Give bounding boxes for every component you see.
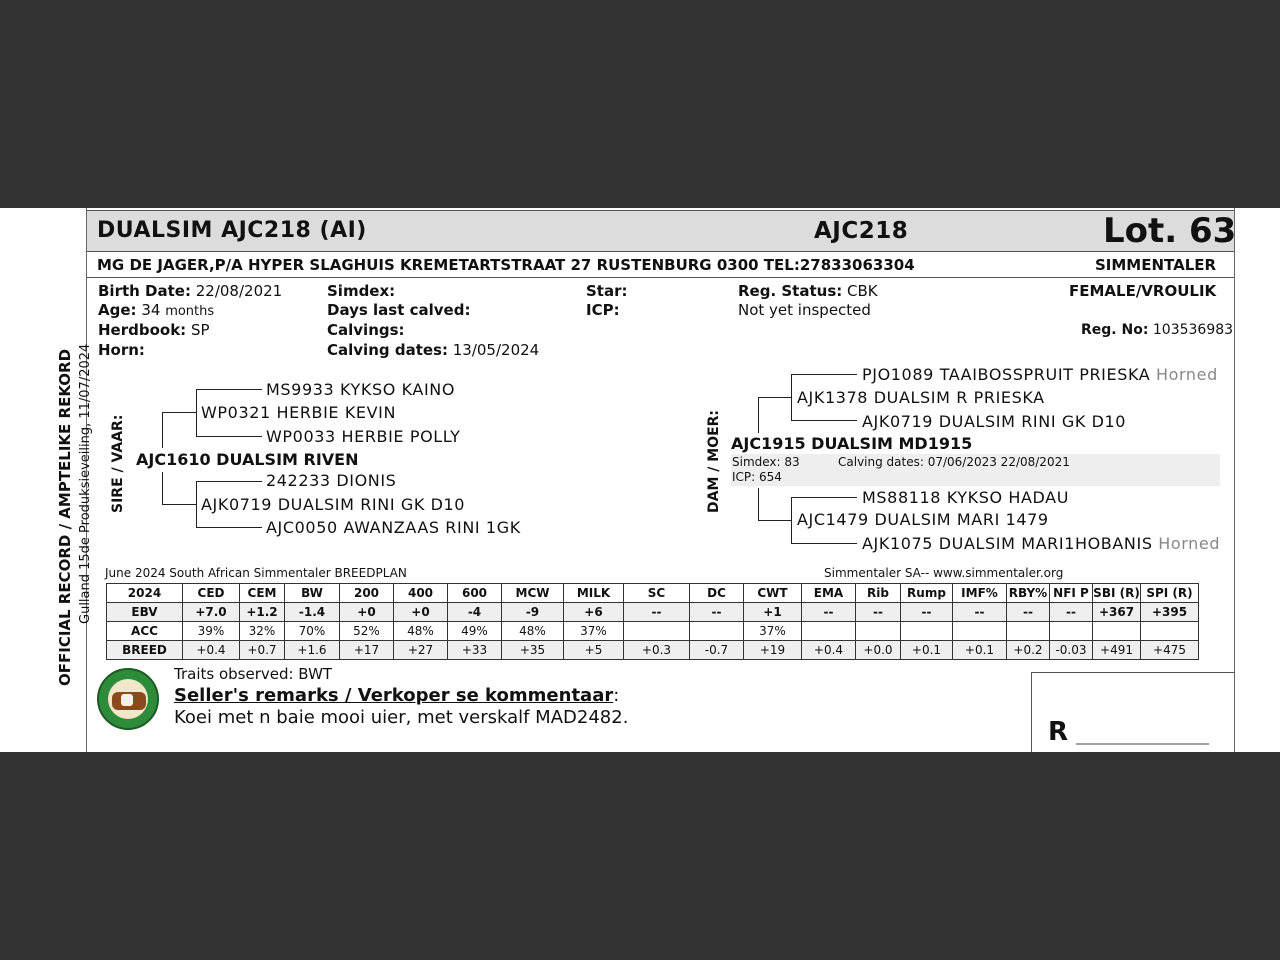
dam-icp: ICP: 654: [732, 470, 782, 484]
ebv-header-cell: CWT: [744, 584, 802, 603]
sire-sire-dam: WP0033 HERBIE POLLY: [266, 427, 461, 446]
ebv-header-cell: 600: [448, 584, 502, 603]
breedplan-title: June 2024 South African Simmentaler BREEDPLAN: [105, 566, 407, 580]
breed-value-cell: +19: [744, 641, 802, 660]
ebv-value-cell: -4: [448, 603, 502, 622]
ebv-header-cell: Rump: [901, 584, 953, 603]
price-box: [1031, 672, 1235, 752]
acc-value-cell: 52%: [340, 622, 394, 641]
owner-bar: [87, 253, 1234, 278]
acc-value-cell: 37%: [564, 622, 624, 641]
sire-name: AJC1610 DUALSIM RIVEN: [136, 450, 359, 469]
ebv-value-cell: +0: [340, 603, 394, 622]
ebv-header-row: [107, 584, 1199, 603]
breed-value-cell: +475: [1141, 641, 1199, 660]
ebv-value-cell: +367: [1093, 603, 1141, 622]
price-input-line[interactable]: ___________________: [1076, 729, 1209, 745]
sire-dam: AJK0719 DUALSIM RINI GK D10: [201, 495, 466, 514]
pedigree-line: [162, 412, 163, 448]
acc-value-cell: 39%: [183, 622, 240, 641]
ebv-row: [107, 603, 1199, 622]
ebv-header-cell: SC: [624, 584, 690, 603]
official-record-label: OFFICIAL RECORD / AMPTELIKE REKORD: [56, 348, 74, 686]
pedigree-line: [791, 497, 792, 544]
pedigree-line: [196, 527, 262, 528]
breed-value-cell: +17: [340, 641, 394, 660]
breed-value-cell: +491: [1093, 641, 1141, 660]
simdex: Simdex:: [327, 282, 396, 300]
ebv-header-cell: SPI (R): [1141, 584, 1199, 603]
pedigree-line: [758, 488, 759, 520]
horn: Horn:: [98, 341, 145, 359]
pedigree-line: [162, 504, 197, 505]
breed-value-cell: +1.6: [285, 641, 340, 660]
acc-value-cell: 32%: [240, 622, 285, 641]
breed-value-cell: +0.7: [240, 641, 285, 660]
acc-value-cell: [802, 622, 856, 641]
remarks-heading: Seller's remarks / Verkoper se kommentaar:: [174, 685, 620, 706]
ebv-value-cell: EBV: [107, 603, 183, 622]
acc-value-cell: [953, 622, 1007, 641]
ebv-value-cell: +0: [394, 603, 448, 622]
pedigree-line: [196, 481, 197, 528]
ebv-value-cell: --: [1007, 603, 1050, 622]
inspection-status: Not yet inspected: [738, 301, 871, 319]
animal-name: DUALSIM AJC218 (AI): [97, 218, 367, 243]
dam-dam: AJC1479 DUALSIM MARI 1479: [797, 510, 1049, 529]
ebv-value-cell: +6: [564, 603, 624, 622]
calvings: Calvings:: [327, 321, 405, 339]
owner-info: MG DE JAGER,P/A HYPER SLAGHUIS KREMETARTSTRAAT 27 RUSTENBURG 0300 TEL:27833063304: [97, 256, 915, 274]
pedigree-line: [196, 481, 262, 482]
calving-dates: Calving dates: 13/05/2024: [327, 341, 540, 359]
ebv-value-cell: --: [901, 603, 953, 622]
pedigree-line: [791, 543, 857, 544]
ebv-value-cell: --: [1050, 603, 1093, 622]
sire-sire: WP0321 HERBIE KEVIN: [201, 403, 397, 422]
acc-value-cell: ACC: [107, 622, 183, 641]
sire-dam-dam: AJC0050 AWANZAAS RINI 1GK: [266, 518, 521, 537]
breed-value-cell: -0.03: [1050, 641, 1093, 660]
ebv-header-cell: Rib: [856, 584, 901, 603]
title-bar: [87, 210, 1237, 252]
acc-value-cell: [1007, 622, 1050, 641]
currency-label: R: [1048, 717, 1069, 747]
dam-sire-dam: AJK0719 DUALSIM RINI GK D10: [862, 412, 1127, 431]
acc-value-cell: 70%: [285, 622, 340, 641]
ebv-value-cell: +7.0: [183, 603, 240, 622]
ebv-header-cell: 400: [394, 584, 448, 603]
acc-value-cell: [1141, 622, 1199, 641]
breedplan-website: Simmentaler SA-- www.simmentaler.org: [824, 566, 1064, 580]
dam-dam-sire: MS88118 KYKSO HADAU: [862, 488, 1070, 507]
breed-label: SIMMENTALER: [1095, 256, 1217, 274]
ebv-value-cell: --: [953, 603, 1007, 622]
animal-id: AJC218: [814, 218, 909, 244]
ebv-header-cell: CED: [183, 584, 240, 603]
acc-value-cell: 49%: [448, 622, 502, 641]
ebv-header-cell: 200: [340, 584, 394, 603]
ebv-header-cell: CEM: [240, 584, 285, 603]
days-last-calved: Days last calved:: [327, 301, 471, 319]
pedigree-line: [791, 420, 857, 421]
sire-dam-sire: 242233 DIONIS: [266, 471, 397, 490]
herdbook: Herdbook: SP: [98, 321, 210, 339]
acc-value-cell: [901, 622, 953, 641]
age: Age: 34 months: [98, 301, 215, 319]
dam-sire-sire: PJO1089 TAAIBOSSPRUIT PRIESKA Horned: [862, 365, 1218, 384]
acc-value-cell: [1093, 622, 1141, 641]
ebv-header-cell: BW: [285, 584, 340, 603]
icp: ICP:: [586, 301, 620, 319]
breed-value-cell: +0.4: [802, 641, 856, 660]
ebv-header-cell: IMF%: [953, 584, 1007, 603]
remarks-text: Koei met n baie mooi uier, met verskalf MAD2482.: [174, 707, 629, 728]
dam-dam-dam: AJK1075 DUALSIM MARI1HOBANIS Horned: [862, 534, 1221, 553]
breed-value-cell: BREED: [107, 641, 183, 660]
pedigree-line: [791, 497, 857, 498]
ebv-header-cell: DC: [690, 584, 744, 603]
ebv-value-cell: +1: [744, 603, 802, 622]
ebv-value-cell: --: [802, 603, 856, 622]
pedigree-line: [162, 412, 197, 413]
ebv-header-cell: 2024: [107, 584, 183, 603]
breed-value-cell: +0.1: [901, 641, 953, 660]
breed-value-cell: +0.2: [1007, 641, 1050, 660]
breed-value-cell: -0.7: [690, 641, 744, 660]
ebv-value-cell: -9: [502, 603, 564, 622]
acc-value-cell: 48%: [502, 622, 564, 641]
ebv-header-cell: NFI P: [1050, 584, 1093, 603]
ebv-header-cell: EMA: [802, 584, 856, 603]
pedigree-line: [758, 397, 759, 433]
acc-value-cell: [856, 622, 901, 641]
breed-value-cell: +33: [448, 641, 502, 660]
pedigree-line: [196, 436, 262, 437]
ebv-header-cell: RBY%: [1007, 584, 1050, 603]
sale-info-label: Gulland 15de Produksieveiling, 11/07/2024: [78, 343, 93, 624]
pedigree-line: [196, 389, 262, 390]
pedigree-line: [758, 520, 792, 521]
acc-value-cell: 48%: [394, 622, 448, 641]
sex: FEMALE/VROULIK: [1069, 282, 1217, 300]
pedigree-line: [758, 397, 792, 398]
ebv-header-cell: MCW: [502, 584, 564, 603]
ebv-value-cell: --: [690, 603, 744, 622]
acc-value-cell: [1050, 622, 1093, 641]
acc-row: [107, 622, 1199, 641]
lot-card: [0, 208, 1280, 752]
breed-value-cell: +0.1: [953, 641, 1007, 660]
ebv-value-cell: +1.2: [240, 603, 285, 622]
ebv-value-cell: --: [856, 603, 901, 622]
dam-calving-dates: Calving dates: 07/06/2023 22/08/2021: [838, 455, 1070, 469]
dam-label: DAM / MOER:: [706, 409, 722, 513]
breed-value-cell: +5: [564, 641, 624, 660]
ebv-header-cell: MILK: [564, 584, 624, 603]
ebv-value-cell: --: [624, 603, 690, 622]
lot-number: Lot. 63: [1103, 211, 1237, 251]
sire-label: SIRE / VAAR:: [110, 414, 126, 513]
breed-value-cell: +0.4: [183, 641, 240, 660]
breed-value-cell: +0.3: [624, 641, 690, 660]
star: Star:: [586, 282, 628, 300]
acc-value-cell: [690, 622, 744, 641]
dam-simdex: Simdex: 83: [732, 455, 800, 469]
reg-status: Reg. Status: CBK: [738, 282, 878, 300]
reg-no: Reg. No: 103536983: [1081, 322, 1234, 338]
pedigree-line: [791, 374, 857, 375]
breed-value-cell: +27: [394, 641, 448, 660]
ebv-value-cell: -1.4: [285, 603, 340, 622]
acc-value-cell: [624, 622, 690, 641]
breed-value-cell: +0.0: [856, 641, 901, 660]
simmentaler-logo: [97, 668, 159, 730]
breed-row: [107, 641, 1199, 660]
acc-value-cell: 37%: [744, 622, 802, 641]
ebv-value-cell: +395: [1141, 603, 1199, 622]
breed-value-cell: +35: [502, 641, 564, 660]
ebv-table: [106, 583, 1199, 660]
dam-name: AJC1915 DUALSIM MD1915: [731, 434, 973, 453]
traits-observed: Traits observed: BWT: [174, 665, 333, 683]
pedigree-line: [162, 472, 163, 504]
dam-sire: AJK1378 DUALSIM R PRIESKA: [797, 388, 1045, 407]
sire-sire-sire: MS9933 KYKSO KAINO: [266, 380, 456, 399]
pedigree-line: [196, 389, 197, 437]
ebv-header-cell: SBI (R): [1093, 584, 1141, 603]
birth-date: Birth Date: 22/08/2021: [98, 282, 283, 300]
